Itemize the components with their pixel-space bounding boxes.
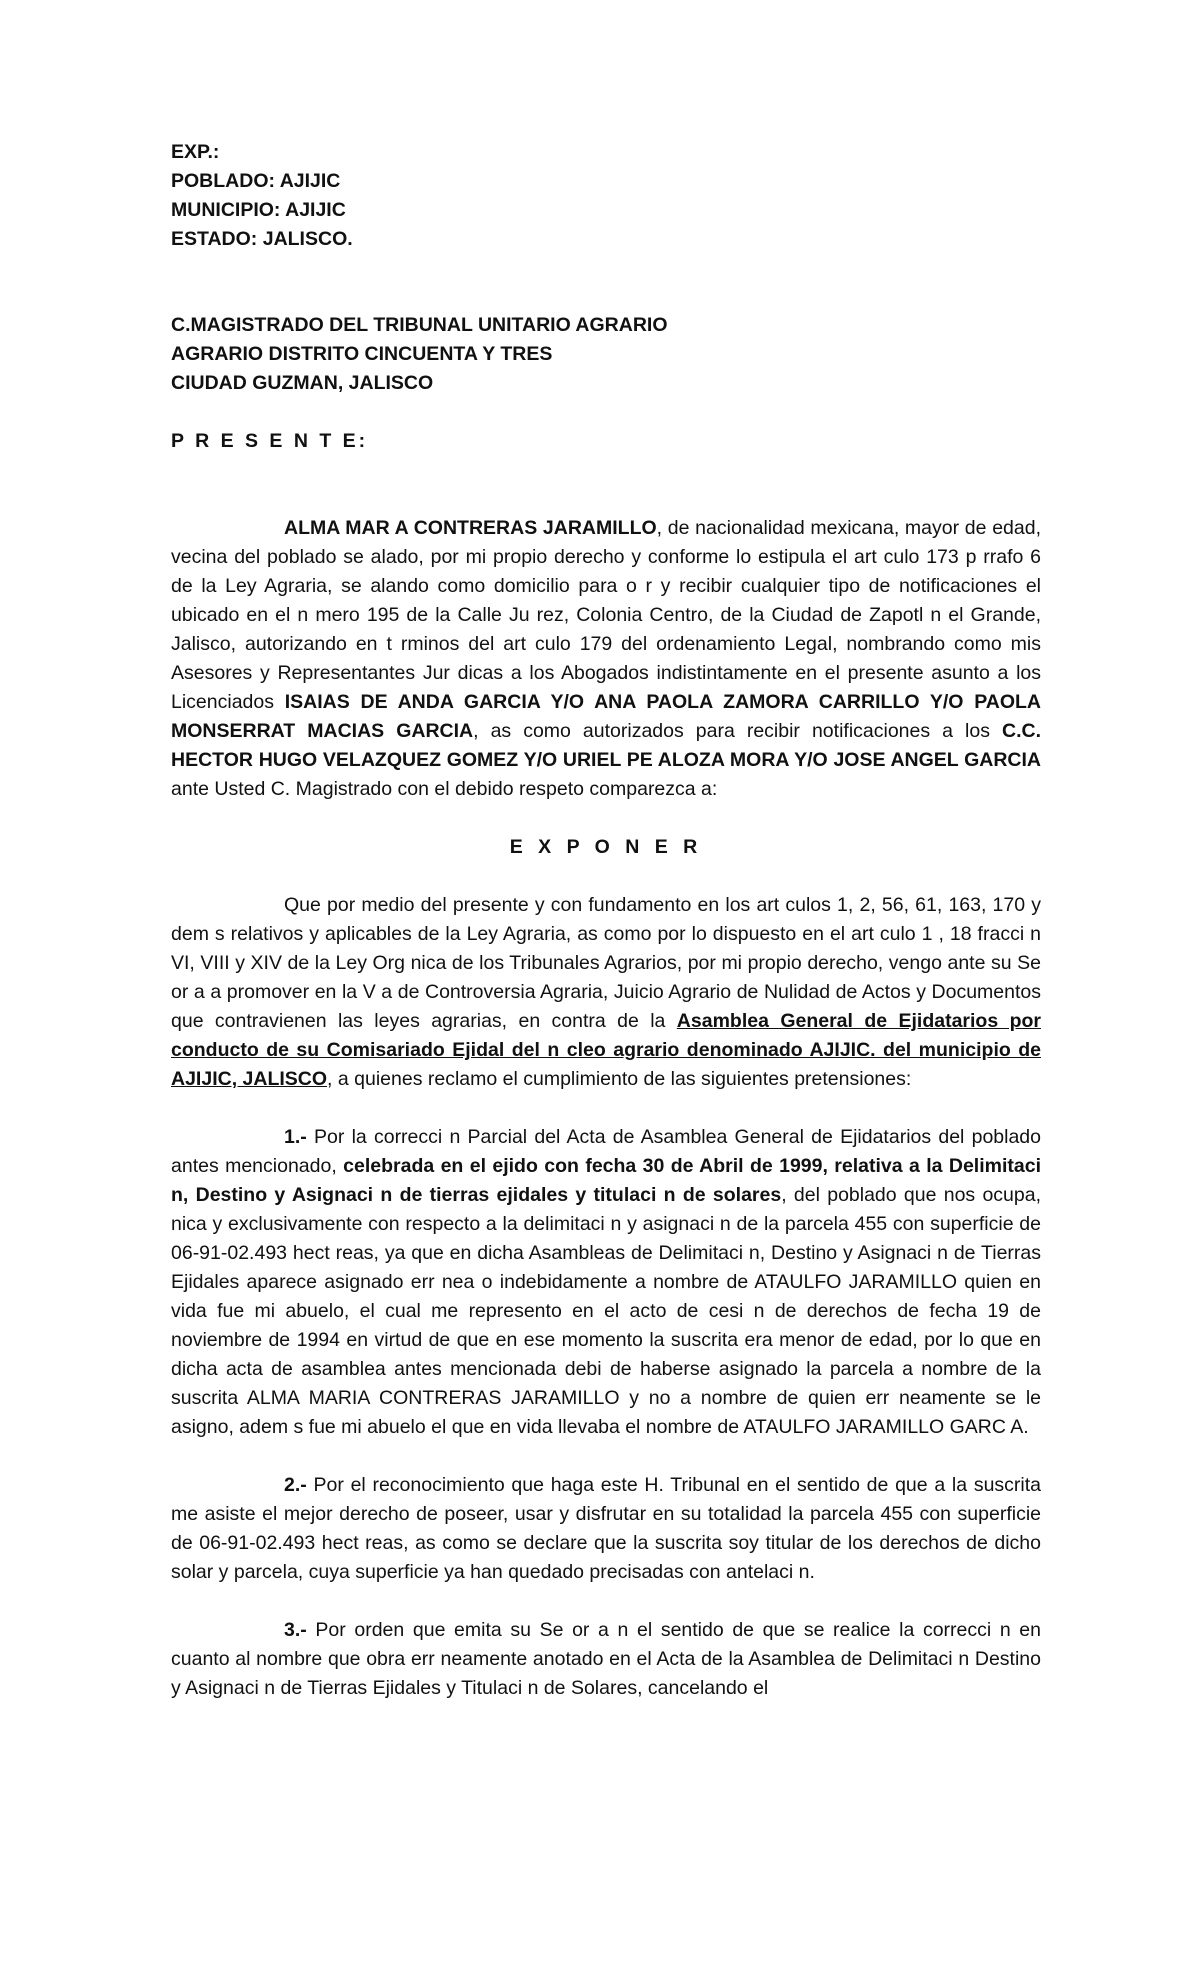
claim-3 (171, 1616, 1041, 1703)
claim-3-text-1: Por orden que emita su Se or a n el sentido de que se realice la correcci n en cuanto al nombre que obra err neamente anotado en el Acta de la Asamblea de Delimitaci n Destino y Asignaci n de Tierras Ejidales y Titulaci n de Solares, cancelando el (171, 1619, 1041, 1699)
claim-1 (171, 1123, 1041, 1442)
addressee-line-2: AGRARIO DISTRITO CINCUENTA Y TRES (171, 343, 553, 365)
exponer-heading: E X P O N E R (509, 836, 703, 858)
plaintiff-name: ALMA MAR A CONTRERAS JARAMILLO (284, 517, 657, 539)
intro-text-2: , as como autorizados para recibir notificaciones a los (473, 720, 1002, 742)
addressee-line-1: C.MAGISTRADO DEL TRIBUNAL UNITARIO AGRARIO (171, 314, 668, 336)
case-header (171, 138, 1041, 254)
exposition-text-1: Que por medio del presente y con fundamento en los art culos 1, 2, 56, 61, 163, 170 y dem s relativos y aplicables de la Ley Agraria, as como por lo dispuesto en el art culo 1 , 18 fracci n VI, VIII y XIV de la Ley Org nica de los Tribunales Agrarios, por mi propio derecho, vengo ante su Se or a a promover en la V a de Controversia Agraria, Juicio Agrario de Nulidad de Actos y Documentos que contravienen las leyes agrarias, en contra de la (171, 894, 1041, 1032)
document-body (171, 138, 1041, 1703)
intro-text-1: , de nacionalidad mexicana, mayor de edad, vecina del poblado se alado, por mi propio derecho y conforme lo estipula el art culo 173 p rrafo 6 de la Ley Agraria, se alando como domicilio para o r y recibir cualquier tipo de notificaciones el ubicado en el n mero 195 de la Calle Ju rez, Colonia Centro, de la Ciudad de Zapotl n el Grande, Jalisco, autorizando en t rminos del art culo 179 del ordenamiento Legal, nombrando como mis Asesores y Representantes Jur dicas a los Abogados indistintamente en el presente asunto a los Licenciados (171, 517, 1041, 713)
claim-3-number: 3.- (284, 1619, 307, 1641)
claim-1-number: 1.- (284, 1126, 307, 1148)
claim-1-text-2: , del poblado que nos ocupa, nica y exclusivamente con respecto a la delimitaci n y asignaci n de la parcela 455 con superficie de 06-91-02.493 hect reas, ya que en dicha Asambleas de Delimitaci n, Destino y Asignaci n de Tierras Ejidales aparece asignado err nea o indebidamente a nombre de ATAULFO JARAMILLO quien en vida fue mi abuelo, el cual me represento en el acto de cesi n de derechos de fecha 19 de noviembre de 1994 en virtud de que en ese momento la suscrita era menor de edad, por lo que en dicha acta de asamblea antes mencionada debi de haberse asignado la parcela a nombre de la suscrita ALMA MARIA CONTRERAS JARAMILLO y no a nombre de quien err neamente se le asigno, adem s fue mi abuelo el que en vida llevaba el nombre de ATAULFO JARAMILLO GARC A. (171, 1184, 1042, 1438)
claim-1-text-1: Por la correcci n Parcial del Acta de Asamblea General de Ejidatarios del poblado antes mencionado, (171, 1126, 1041, 1177)
claim-2-number: 2.- (284, 1474, 307, 1496)
exp-line: EXP.: (171, 141, 220, 163)
addressee-line-3: CIUDAD GUZMAN, JALISCO (171, 372, 434, 394)
claim-1-bold: celebrada en el ejido con fecha 30 de Abril de 1999, relativa a la Delimitaci n, Destino y Asignaci n de tierras ejidales y titulaci n de solares (171, 1155, 1041, 1206)
addressee-block (171, 311, 1041, 398)
intro-text-3: ante Usted C. Magistrado con el debido respeto comparezca a: (171, 778, 718, 800)
intro-paragraph (171, 514, 1041, 804)
poblado-line: POBLADO: AJIJIC (171, 170, 341, 192)
claim-2 (171, 1471, 1041, 1587)
claim-2-text-1: Por el reconocimiento que haga este H. Tribunal en el sentido de que a la suscrita me asiste el mejor derecho de poseer, usar y disfrutar en su totalidad la parcela 455 con superficie de 06-91-02.493 hect reas, as como se declare que la suscrita soy titular de los derechos de dicho solar y parcela, cuya superficie ya han quedado precisadas con antelaci n. (171, 1474, 1041, 1583)
defendant-name: Asamblea General de Ejidatarios por conducto de su Comisariado Ejidal del n cleo agrario denominado AJIJIC. del municipio de AJIJIC, JALISCO (171, 1010, 1041, 1090)
presente-heading: P R E S E N T E: (171, 430, 369, 452)
exposition-paragraph (171, 891, 1041, 1094)
estado-line: ESTADO: JALISCO. (171, 228, 353, 250)
municipio-line: MUNICIPIO: AJIJIC (171, 199, 346, 221)
authorized-names: C.C. HECTOR HUGO VELAZQUEZ GOMEZ Y/O URIEL PE ALOZA MORA Y/O JOSE ANGEL GARCIA (171, 720, 1041, 771)
lawyers-names: ISAIAS DE ANDA GARCIA Y/O ANA PAOLA ZAMORA CARRILLO Y/O PAOLA MONSERRAT MACIAS GARCIA (171, 691, 1041, 742)
exposition-text-2: , a quienes reclamo el cumplimiento de las siguientes pretensiones: (327, 1068, 912, 1090)
